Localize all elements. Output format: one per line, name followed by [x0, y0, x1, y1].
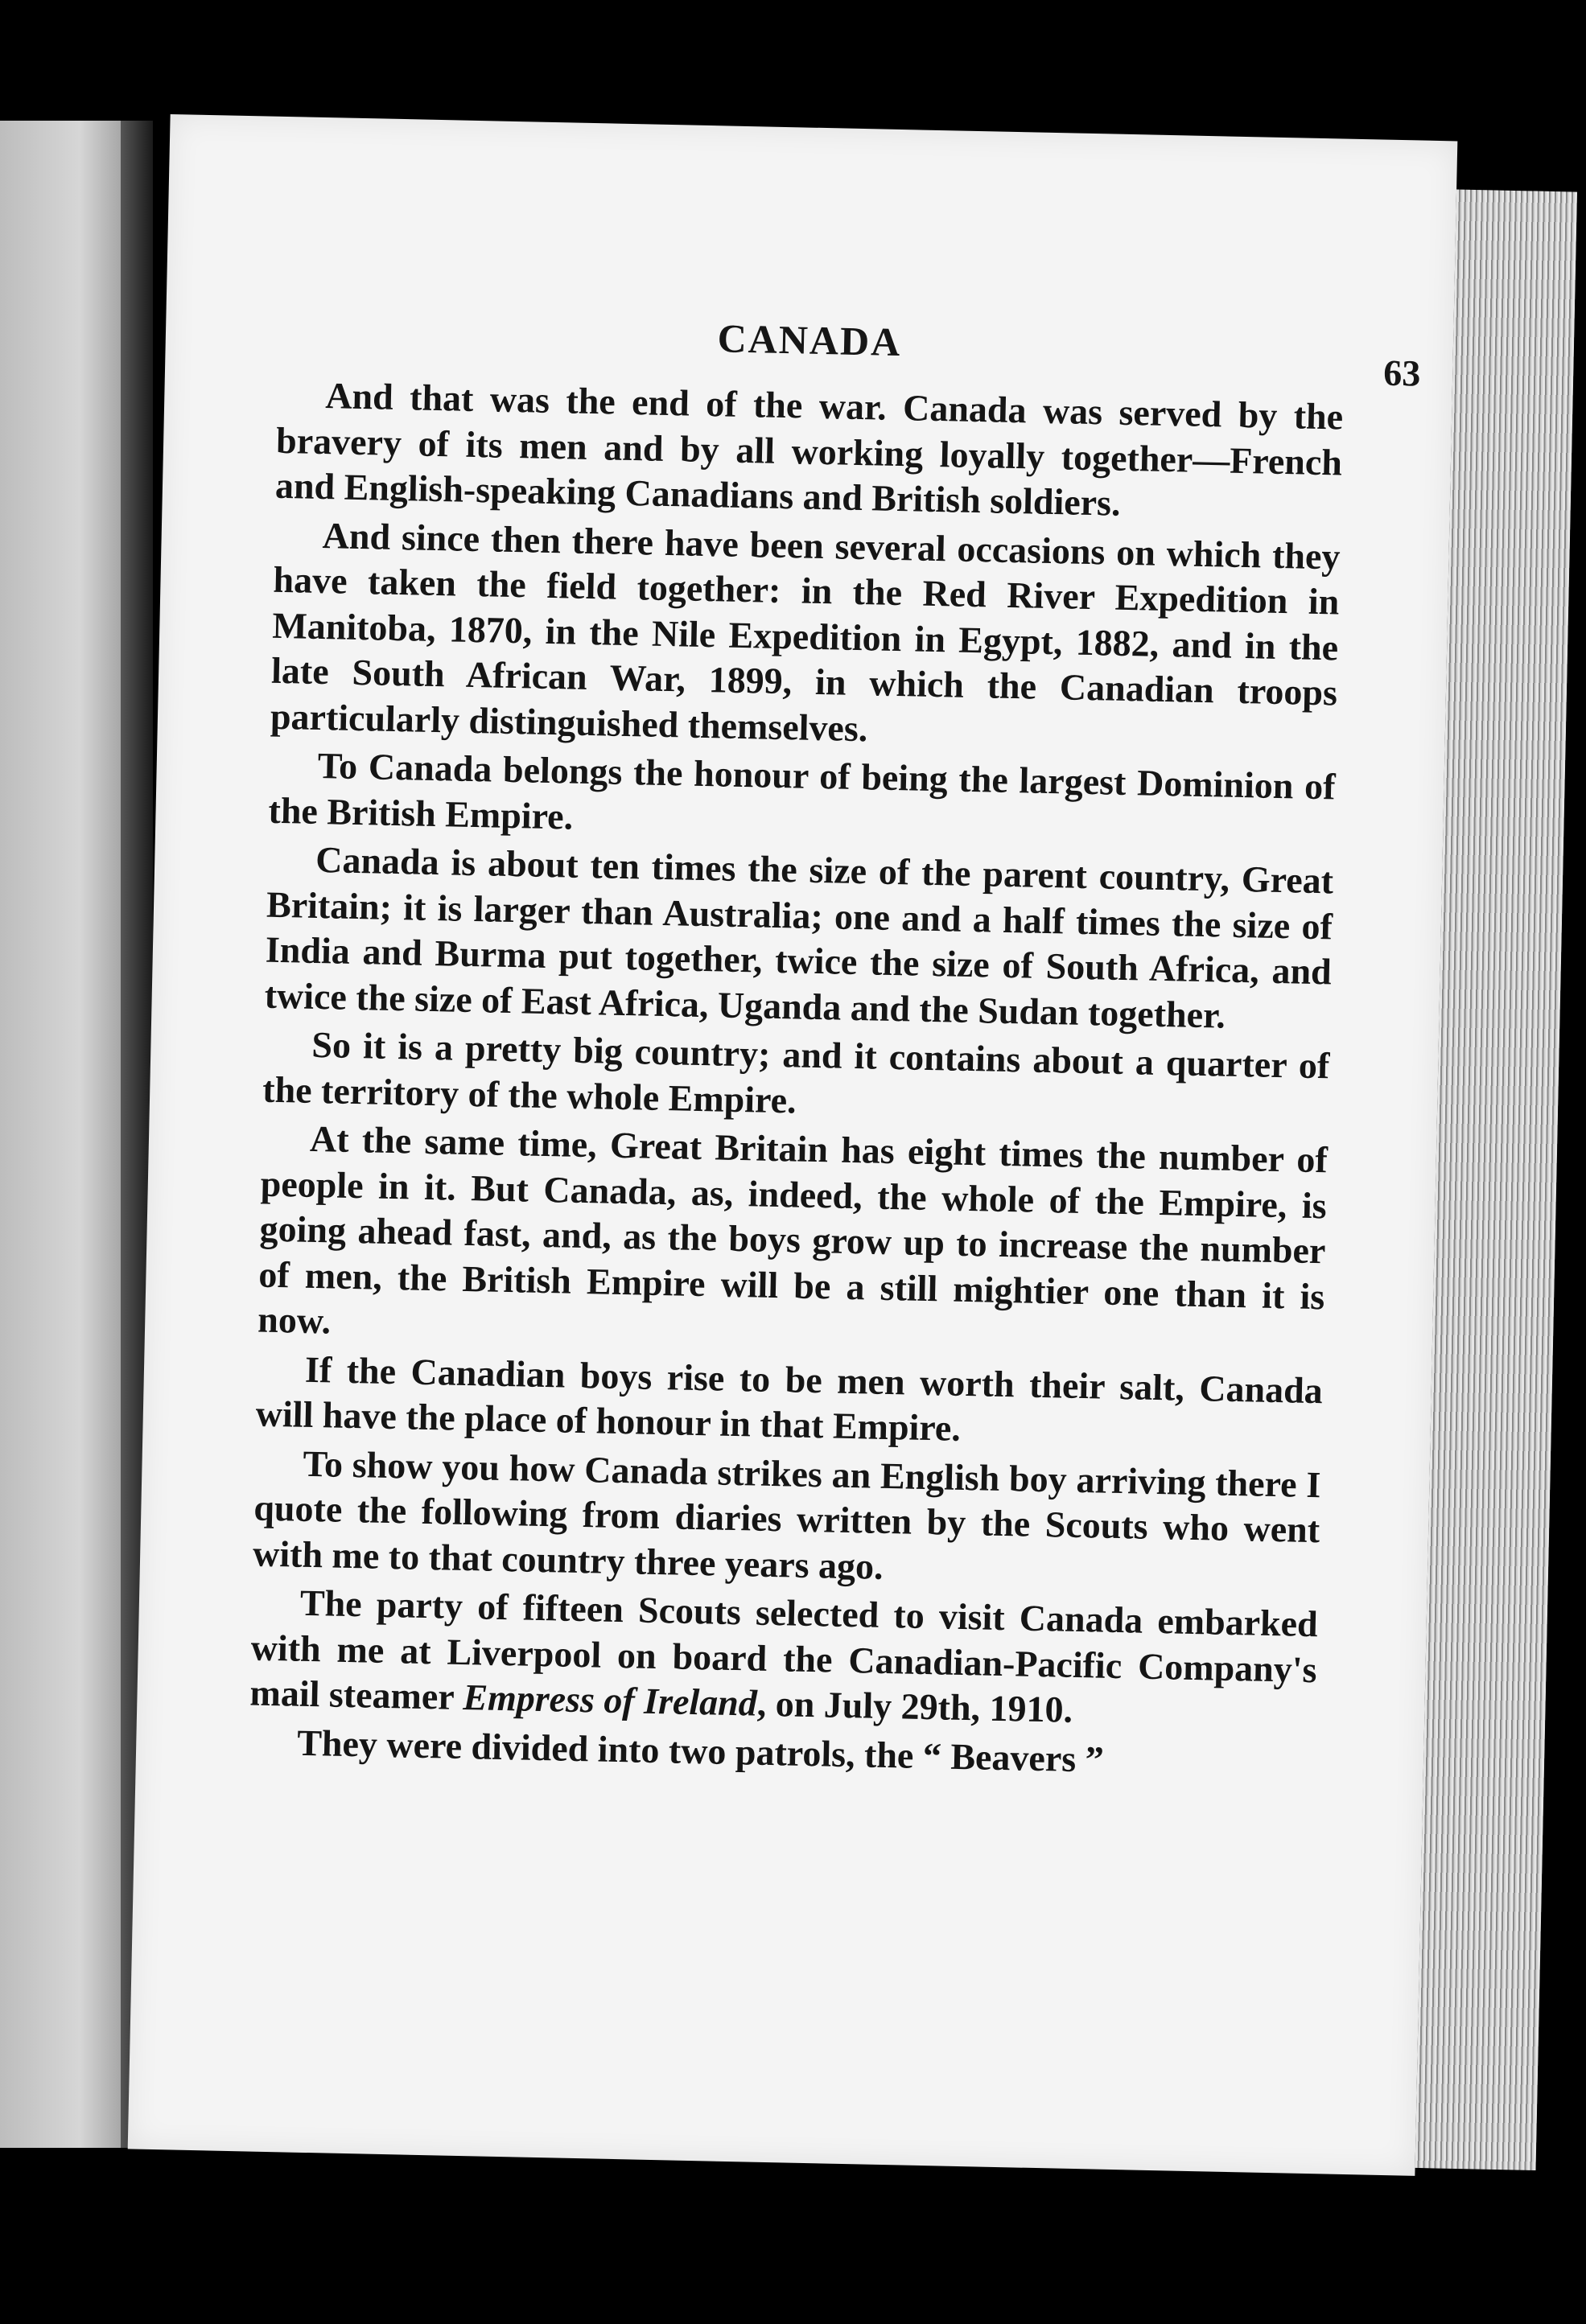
paragraph-2: And since then there have been several occasions on which they have taken the field together: in the Red River Expedition in Manitoba, 1870, in the Nile Expedition in Egypt, 1882, and in the late South African War, 1899, in which the Canadian troops particularly distinguished themselves.: [270, 514, 1341, 749]
facing-page-edge: [0, 121, 133, 2148]
paragraph-7: If the Canadian boys rise to be men worth their salt, Canada will have the place of honour in that Empire.: [255, 1348, 1324, 1449]
paragraph-9-end: , on July 29th, 1910.: [756, 1682, 1073, 1730]
paragraph-4: Canada is about ten times the size of the parent country, Great Britain; it is larger than Australia; one and a half times the size of India and Burma put together, twice the size of South Africa, and twice the size of East Africa, Uganda and the Sudan together.: [264, 838, 1334, 1036]
paragraph-3: To Canada belongs the honour of being the largest Dominion of the British Empire.: [268, 744, 1337, 837]
paragraph-9-start: The party of fifteen Scouts selected to visit Canada embarked with me at Liverpool on board the Canadian-Pacific Company's mail steamer: [249, 1582, 1319, 1717]
page-number: 63: [1382, 352, 1421, 394]
paragraph-5: So it is a pretty big country; and it contains about a quarter of the territory of the whole Empire.: [262, 1023, 1330, 1121]
paragraph-8: To show you how Canada strikes an English boy arriving there I quote the following from diaries written by the Scouts who went with me to that country three years ago.: [252, 1442, 1321, 1587]
paragraph-10: They were divided into two patrols, the “ Beavers ”: [296, 1721, 1105, 1780]
ship-name: Empress of Ireland: [462, 1676, 758, 1724]
paragraph-1: And that was the end of the war. Canada was served by the bravery of its men and by all working loyally together—French and English-speaking Canadians and British soldiers.: [274, 375, 1344, 524]
running-head: CANADA: [717, 315, 902, 365]
book-page-block: [128, 114, 1579, 2178]
paragraph-6: At the same time, Great Britain has eight times the number of people in it. But Canada, as, indeed, the whole of the Empire, is going ahead fast, and, as the boys grow up to increase the number of men, the British Empire will be a still mightier one than it is now.: [257, 1117, 1329, 1342]
text-body: [249, 372, 1344, 1790]
book-page: [128, 114, 1458, 2176]
paragraph-9: [249, 1579, 1318, 1738]
